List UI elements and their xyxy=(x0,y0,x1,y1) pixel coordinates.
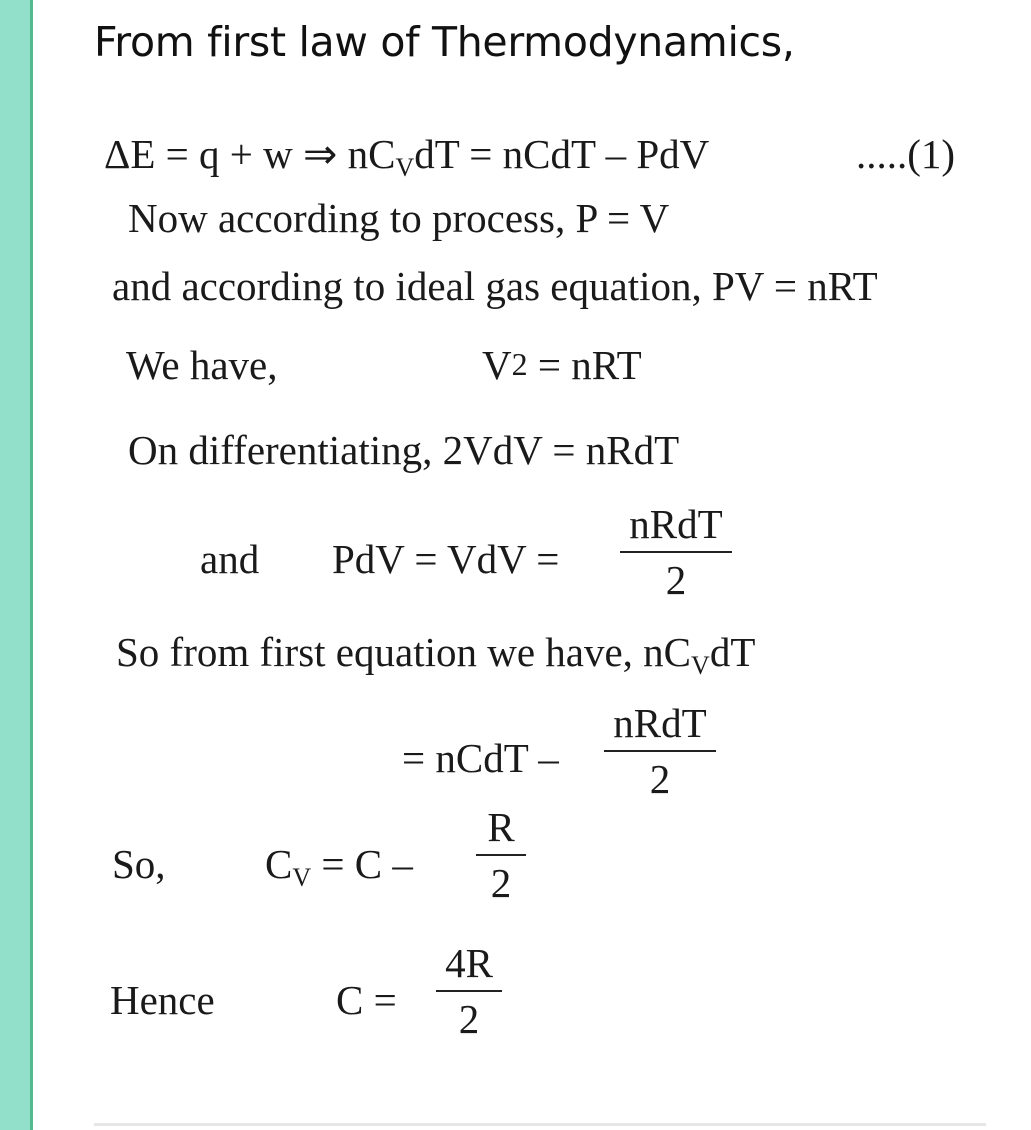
substitution-text: So from first equation we have, nC xyxy=(116,629,692,675)
fraction-bar xyxy=(476,854,526,856)
equation-1 xyxy=(104,130,710,182)
equation-1-left: ΔE = q + w ⇒ nC xyxy=(104,131,396,177)
fraction-r-over-2 xyxy=(476,804,526,906)
equation-1-right: dT = nCdT – PdV xyxy=(414,131,710,177)
fraction-bar xyxy=(604,750,716,752)
fraction-numerator: nRdT xyxy=(629,501,723,547)
fraction-bar xyxy=(620,551,732,553)
v-symbol: V xyxy=(482,342,512,388)
so-label: So, xyxy=(112,841,166,887)
cv-sub: V xyxy=(292,863,312,892)
cv-rest: = C – xyxy=(311,841,413,887)
equation-1-sub: V xyxy=(395,153,415,182)
we-have-label: We have, xyxy=(126,342,278,388)
equation-1-tag: .....(1) xyxy=(856,131,956,177)
substitution-tail: dT xyxy=(709,629,756,675)
cv-equation xyxy=(265,840,413,892)
fraction-4r-over-2 xyxy=(436,940,502,1042)
fraction-numerator: R xyxy=(487,804,515,850)
v-squared-rest: = nRT xyxy=(527,342,642,388)
c-equation: C = xyxy=(336,977,397,1023)
fraction-denominator: 2 xyxy=(490,860,512,906)
fraction-denominator: 2 xyxy=(665,557,687,603)
pdv-equation: PdV = VdV = xyxy=(332,536,560,582)
hence-label: Hence xyxy=(110,977,215,1023)
ideal-gas-statement: and according to ideal gas equation, PV = nRT xyxy=(112,263,878,309)
fraction-bar xyxy=(436,990,502,992)
bottom-divider xyxy=(94,1123,986,1126)
cv-c: C xyxy=(265,841,293,887)
fraction-numerator: nRdT xyxy=(613,700,707,746)
and-label: and xyxy=(200,536,260,582)
v-exponent: 2 xyxy=(511,346,528,382)
ncdt-equation: = nCdT – xyxy=(402,735,559,781)
substitution-sub: V xyxy=(691,651,710,680)
fraction-denominator: 2 xyxy=(458,996,480,1042)
fraction-nrdt-over-2-a xyxy=(620,501,732,603)
process-statement: Now according to process, P = V xyxy=(128,195,670,241)
v-squared-equation xyxy=(482,341,642,389)
heading-text: From first law of Thermodynamics, xyxy=(94,18,795,66)
fraction-denominator: 2 xyxy=(649,756,671,802)
left-accent-bar xyxy=(0,0,33,1130)
fraction-numerator: 4R xyxy=(445,940,493,986)
differentiation-statement: On differentiating, 2VdV = nRdT xyxy=(128,427,680,473)
substitution-statement xyxy=(116,628,756,680)
fraction-nrdt-over-2-b xyxy=(604,700,716,802)
